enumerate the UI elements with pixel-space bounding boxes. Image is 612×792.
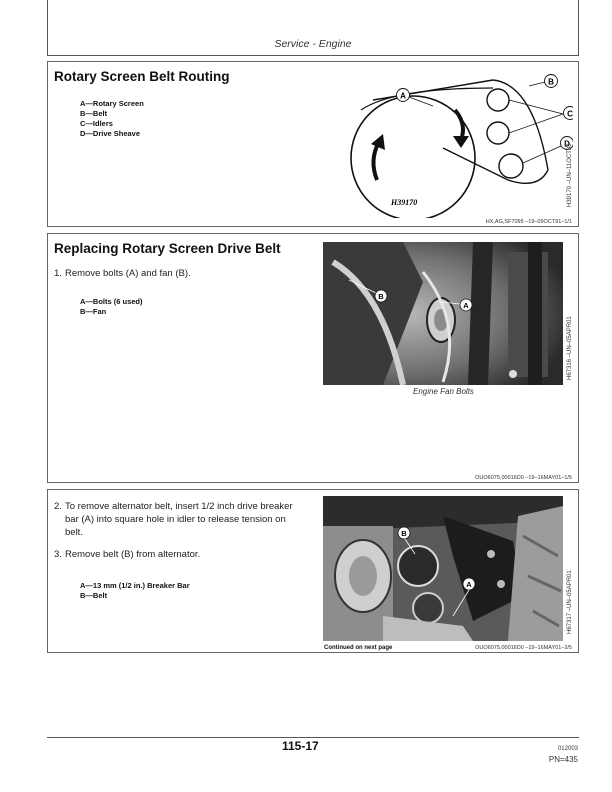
callout-a: A [400, 91, 406, 101]
callout-d: D [564, 139, 570, 149]
step-number: 3. [54, 549, 62, 560]
legend-item: D—Drive Sheave [80, 129, 141, 138]
legend-item: A—Rotary Screen [80, 99, 144, 108]
step [54, 267, 314, 281]
step-text: To remove alternator belt, insert 1/2 inch drive breaker [65, 501, 293, 512]
footer-code: 012003 [557, 746, 578, 752]
callout-a: A [466, 580, 472, 589]
section-title: Replacing Rotary Screen Drive Belt [54, 241, 281, 256]
step-text: belt. [65, 527, 83, 538]
rotation-arrow-icon [373, 142, 379, 180]
vertical-reference: H67317 –UN–05APR01 [567, 570, 573, 634]
continued-note: Continued on next page [324, 645, 393, 651]
step [54, 500, 324, 540]
legend-item: A—13 mm (1/2 in.) Breaker Bar [80, 581, 190, 590]
rotation-arrow-icon [455, 110, 463, 140]
legend-item: A—Bolts (6 used) [80, 297, 143, 306]
figure-id: H39170 [391, 198, 418, 207]
section-alternator-belt [47, 489, 579, 653]
belt-routing-diagram [333, 70, 573, 218]
callout-b: B [401, 529, 407, 538]
legend [80, 99, 144, 139]
page-number: 115-17 [282, 739, 319, 753]
doc-reference: HX,AG,SF7095 –19–09OCT91–1/1 [485, 219, 572, 225]
vertical-reference: H67316 –UN–05APR01 [567, 316, 573, 380]
drive-sheave-drawing [499, 154, 523, 178]
right-margin-line [578, 0, 579, 56]
legend [80, 581, 190, 601]
callout-b: B [378, 292, 384, 301]
alternator-photo [323, 496, 563, 641]
callout-c: C [567, 109, 573, 119]
legend-item: B—Fan [80, 307, 107, 316]
step-number: 2. [54, 501, 62, 512]
footer-pn: PN=435 [548, 755, 578, 764]
footer-rule [47, 737, 579, 738]
idler-drawing [487, 89, 509, 111]
header-rule [47, 55, 579, 56]
doc-reference: OUO6075,00016D0 –19–16MAY01–1/5 [475, 475, 572, 481]
step-text: Remove bolts (A) and fan (B). [65, 268, 191, 279]
section-replacing-belt [47, 233, 579, 483]
engine-fan-photo [323, 242, 563, 385]
legend-item: B—Belt [80, 591, 108, 600]
vertical-reference: H39170 –UN–11OCT88 [567, 143, 573, 207]
step-text: Remove belt (B) from alternator. [65, 549, 201, 560]
section-title: Rotary Screen Belt Routing [54, 69, 230, 84]
step-number: 1. [54, 268, 62, 279]
legend-item: C—Idlers [80, 119, 113, 128]
step [54, 548, 324, 562]
callout-a: A [463, 301, 469, 310]
legend [80, 297, 143, 317]
section-belt-routing [47, 61, 579, 227]
idler-drawing [487, 122, 509, 144]
step-text: bar (A) into square hole in idler to release tension on [65, 514, 286, 525]
callout-b: B [548, 77, 554, 87]
page-header: Service - Engine [274, 38, 352, 50]
legend-item: B—Belt [80, 109, 108, 118]
photo-caption: Engine Fan Bolts [413, 387, 474, 396]
doc-reference: OUO6075,00016D0 –19–16MAY01–2/5 [475, 645, 572, 651]
